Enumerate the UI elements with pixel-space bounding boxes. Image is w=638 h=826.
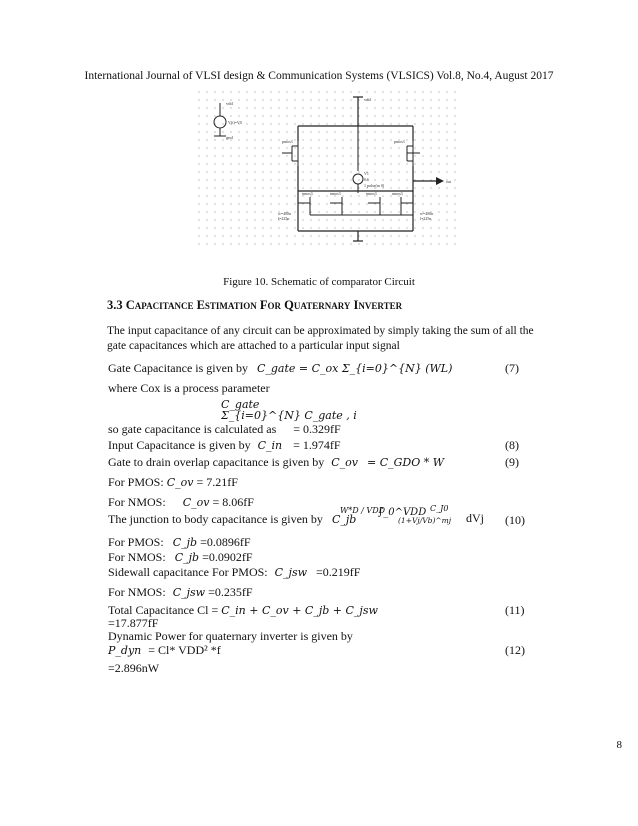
pmos-cov-label: For PMOS: [108, 475, 164, 489]
section-title-d: Quaternary [284, 298, 351, 312]
input-cap-symbol: C_in [257, 439, 283, 452]
eq-number-10: (10) [505, 513, 525, 527]
pmos-cjb-symbol: C_jb [172, 536, 198, 549]
overlap-line [108, 455, 444, 470]
pmos-cov-symbol: C_ov [166, 476, 194, 489]
nmos-cjb-value: =0.0902fF [202, 550, 253, 564]
eq-number-8: (8) [505, 438, 519, 452]
grid-background [198, 91, 456, 247]
figure-caption: Figure 10. Schematic of comparator Circuit [223, 276, 415, 288]
dyn-formula-b: = Cl* VDD² *f [148, 643, 221, 657]
sidewall-value: =0.219fF [316, 565, 361, 579]
sidewall-line [108, 565, 360, 580]
junction-dv: dVj [466, 511, 484, 525]
section-title-c: For [259, 298, 282, 312]
sidewall-symbol: C_jsw [274, 566, 308, 579]
overlap-symbol: C_ov [331, 456, 359, 469]
section-number: 3.3 [107, 298, 123, 312]
nmos-cjb-symbol: C_jb [174, 551, 200, 564]
dyn-formula-a: P_dyn [108, 644, 142, 657]
junction-text: The junction to body capacitance is given by [108, 512, 323, 526]
junction-den: (1+Vj/Vb)^mj [398, 516, 452, 525]
sidewall-text: Sidewall capacitance For PMOS: [108, 565, 268, 579]
mid-label: V1 [364, 171, 369, 176]
mid-value: 0.6 [364, 177, 369, 182]
pmos-left-label: pmos3 [282, 139, 293, 144]
junction-frac: W*D / VDD [340, 506, 386, 515]
eq-number-7: (7) [505, 361, 519, 375]
nmos-a-label: nmos3 [302, 191, 313, 196]
pmos-cov-line [108, 475, 238, 490]
wl-left2: l=225n [278, 216, 290, 221]
nmos-cov-line [108, 495, 254, 510]
gnd-label-left: gnd [226, 135, 233, 140]
junction-symbol: C_jb [331, 513, 357, 526]
gate-cap-text: Gate Capacitance is given by [108, 361, 248, 375]
input-cap-line [108, 438, 341, 453]
gate-cap-line [108, 361, 452, 376]
junction-line [108, 512, 356, 527]
mid-pulse: 1 pulse(m 0) [364, 183, 385, 188]
cgate-sum: Σ_{i=0}^{N} C_gate , i [221, 409, 357, 422]
nmos-jsw-line [108, 585, 253, 600]
so-gate-value: = 0.329fF [293, 422, 341, 436]
wl-right2: l=225n [420, 216, 432, 221]
input-cap-value: = 1.974fF [293, 438, 341, 452]
nmos-jsw-symbol: C_jsw [172, 586, 206, 599]
nmos-cjb-label: For NMOS: [108, 550, 166, 564]
gate-cap-formula: C_gate = C_ox Σ_{i=0}^{N} (WL) [256, 362, 453, 375]
input-cap-text: Input Capacitance is given by [108, 438, 251, 452]
overlap-formula: = C_GDO * W [367, 456, 445, 469]
overlap-text: Gate to drain overlap capacitance is given by [108, 455, 325, 469]
nmos-b-label: nmos3 [330, 191, 341, 196]
pmos-cov-value: = 7.21fF [196, 475, 238, 489]
cox-line: where Cox is a process parameter [108, 381, 270, 395]
pmos-cjb-value: =0.0896fF [200, 535, 251, 549]
pmos-cjb-label: For PMOS: [108, 535, 164, 549]
vdd-label: vdd [364, 97, 371, 102]
nmos-jsw-value: =0.235fF [208, 585, 253, 599]
so-gate-line [108, 422, 341, 437]
section-title-b: Estimation [196, 298, 257, 312]
total-formula: C_in + C_ov + C_jb + C_jsw [221, 604, 378, 617]
dyn-formula-line [108, 643, 221, 658]
section-heading [107, 298, 402, 313]
wl-left: w=400n [278, 211, 292, 216]
total-text: Total Capacitance Cl = [108, 603, 219, 617]
wl-right: w=400n [420, 211, 434, 216]
comparator-schematic [198, 91, 456, 247]
vdd-label-left: vdd [226, 101, 233, 106]
nmos-cov-label: For NMOS: [108, 495, 166, 509]
nmos-cov-symbol: C_ov [182, 496, 210, 509]
journal-header: International Journal of VLSI design & Communication Systems (VLSICS) Vol.8, No.4, August 2017 [84, 70, 554, 82]
cgate-symbol: C_gate [221, 398, 260, 411]
dyn-value: =2.896nW [108, 661, 160, 675]
nmos-cjb-line [108, 550, 253, 565]
pmos-right-label: pmos3 [394, 139, 405, 144]
eq-number-12: (12) [505, 643, 525, 657]
nmos-c-label: nmos3 [366, 191, 377, 196]
nmos-d-label: nmos3 [392, 191, 403, 196]
source-label: V(t)=V0 [228, 120, 242, 125]
eq-number-11: (11) [505, 603, 525, 617]
so-gate-text: so gate capacitance is calculated as [108, 422, 277, 436]
nmos-cov-value: = 8.06fF [212, 495, 254, 509]
junction-cj0: C_J0 [430, 504, 449, 513]
pmos-cjb-line [108, 535, 251, 550]
eq-number-9: (9) [505, 455, 519, 469]
intro-paragraph: The input capacitance of any circuit can be approximated by simply taking the sum of all the gate capacitances which are attached to a particular input signal [107, 325, 534, 352]
nmos-jsw-label: For NMOS: [108, 585, 166, 599]
out-label: out [446, 179, 452, 184]
section-title-a: Capacitance [125, 298, 194, 312]
junction-integral: ∫_0^VDD [378, 507, 427, 518]
total-value: =17.877fF [108, 616, 159, 630]
page-number: 8 [616, 739, 622, 751]
dyn-line: Dynamic Power for quaternary inverter is given by [108, 629, 353, 643]
section-title-e: Inverter [353, 298, 403, 312]
